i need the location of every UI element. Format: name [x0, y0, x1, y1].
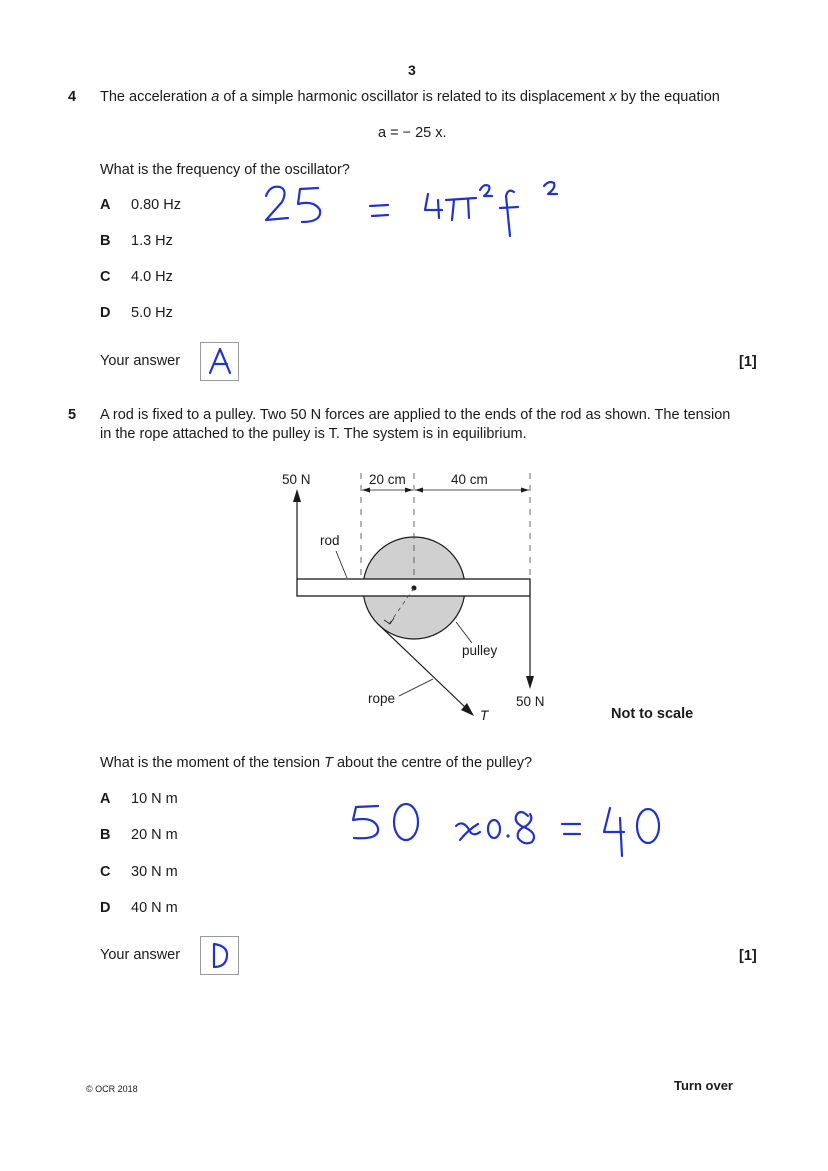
q4-var-a: a [211, 89, 220, 105]
q5-label-force-left: 50 N [282, 472, 311, 487]
q5-stem-line1: A rod is fixed to a pulley. Two 50 N forces are applied to the ends of the rod as shown. The tension [100, 407, 731, 423]
footer-copyright: © OCR 2018 [86, 1084, 138, 1094]
q4-stem-suffix: by the equation [616, 89, 720, 105]
footer-turn-over: Turn over [674, 1078, 733, 1093]
q5-label-rod: rod [320, 533, 340, 548]
page-number: 3 [408, 62, 416, 78]
q4-stem-prefix: The acceleration [100, 89, 212, 105]
rod-leader [336, 551, 347, 578]
q5-option-d-letter: D [100, 900, 111, 916]
q5-stem-line2: in the rope attached to the pulley is T. The system is in equilibrium. [100, 426, 527, 442]
force-right-arrowhead [526, 676, 534, 689]
q5-your-answer-label: Your answer [100, 947, 181, 963]
q5-question-prefix: What is the moment of the tension [100, 755, 325, 771]
force-left-arrowhead [293, 489, 301, 502]
q4-option-b-letter: B [100, 233, 111, 249]
q5-label-rope: rope [368, 691, 396, 706]
q5-option-c-letter: C [100, 864, 111, 880]
q5-handwritten-working [348, 796, 678, 866]
q5-option-c-text: 30 N m [131, 864, 178, 880]
q4-option-a-text: 0.80 Hz [131, 197, 181, 213]
q5-marks: [1] [739, 948, 757, 964]
rope-leader [399, 679, 433, 696]
q5-option-a-text: 10 N m [131, 791, 178, 807]
q4-option-d-letter: D [100, 305, 111, 321]
q5-not-to-scale: Not to scale [611, 706, 694, 722]
q4-option-a-letter: A [100, 197, 111, 213]
q5-question [100, 755, 532, 771]
q5-label-pulley: pulley [462, 643, 498, 658]
q5-question-suffix: about the centre of the pulley? [332, 755, 533, 771]
q4-equation: a = − 25 x. [378, 125, 447, 141]
q5-question-var: T [324, 755, 333, 771]
q5-label-tension: T [480, 708, 489, 723]
q5-option-b-text: 20 N m [131, 827, 178, 843]
q4-option-d-text: 5.0 Hz [131, 305, 173, 321]
q4-option-c-text: 4.0 Hz [131, 269, 173, 285]
dim-40cm-arrow-left [415, 488, 423, 493]
q5-label-dim-1: 20 cm [369, 472, 406, 487]
q5-option-b-letter: B [100, 827, 111, 843]
q5-option-a-letter: A [100, 791, 111, 807]
q5-number: 5 [68, 407, 77, 423]
q5-answer-box[interactable] [200, 936, 239, 975]
dim-40cm-arrow-right [521, 488, 529, 493]
dim-20cm-arrow-left [362, 488, 370, 493]
q4-stem-mid: of a simple harmonic oscillator is related to its displacement [219, 89, 610, 105]
q5-handwritten-answer [201, 937, 238, 974]
pulley-leader [456, 622, 472, 643]
q4-var-x: x [609, 89, 617, 105]
dim-20cm-arrow-right [405, 488, 413, 493]
q5-option-d-text: 40 N m [131, 900, 178, 916]
q4-option-b-text: 1.3 Hz [131, 233, 173, 249]
q4-option-c-letter: C [100, 269, 111, 285]
q4-your-answer-label: Your answer [100, 353, 181, 369]
q5-label-force-right: 50 N [516, 694, 545, 709]
q4-marks: [1] [739, 354, 757, 370]
q4-number: 4 [68, 89, 77, 105]
q5-label-dim-2: 40 cm [451, 472, 488, 487]
q4-question: What is the frequency of the oscillator? [100, 162, 350, 178]
